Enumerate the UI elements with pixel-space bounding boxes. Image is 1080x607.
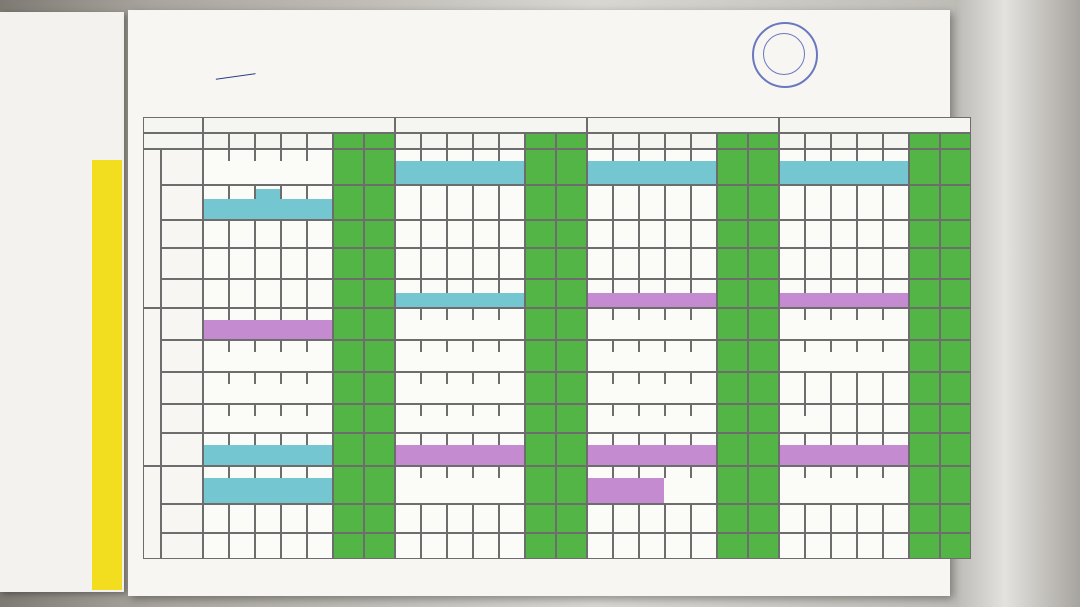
day-cell (805, 248, 831, 279)
day-cell (364, 340, 395, 372)
day-cell (717, 404, 748, 433)
day-cell (639, 220, 665, 248)
calendar-event (396, 293, 524, 307)
day-cell (525, 340, 556, 372)
calendar-event (396, 416, 524, 432)
day-cell (395, 248, 421, 279)
day-cell (639, 248, 665, 279)
day-cell (691, 248, 717, 279)
day-cell (333, 466, 364, 504)
day-cell (909, 404, 940, 433)
day-header (779, 133, 805, 149)
day-cell (307, 279, 333, 308)
day-cell (665, 220, 691, 248)
legend (165, 574, 174, 584)
day-cell (333, 404, 364, 433)
day-cell (499, 220, 525, 248)
day-cell (473, 248, 499, 279)
day-cell (421, 504, 447, 533)
day-cell (940, 220, 971, 248)
day-header (587, 133, 613, 149)
day-cell (909, 185, 940, 220)
day-header (499, 133, 525, 149)
day-cell (255, 279, 281, 308)
day-cell (307, 504, 333, 533)
day-cell (364, 220, 395, 248)
day-cell (779, 533, 805, 559)
day-cell (805, 220, 831, 248)
day-header (831, 133, 857, 149)
day-cell (748, 220, 779, 248)
day-header (883, 133, 909, 149)
day-cell (203, 533, 229, 559)
day-cell (281, 220, 307, 248)
day-cell (613, 504, 639, 533)
day-cell (203, 279, 229, 308)
day-cell (556, 248, 587, 279)
day-cell (333, 533, 364, 559)
day-cell (525, 433, 556, 466)
day-cell (333, 504, 364, 533)
day-cell (556, 433, 587, 466)
day-cell (883, 185, 909, 220)
day-cell (748, 340, 779, 372)
day-cell (499, 504, 525, 533)
day-cell (364, 185, 395, 220)
month-cell (161, 433, 203, 466)
day-cell (831, 533, 857, 559)
calendar-event (396, 478, 524, 503)
day-cell (587, 220, 613, 248)
calendar-event (588, 478, 664, 503)
day-cell (857, 185, 883, 220)
day-cell (333, 248, 364, 279)
day-cell (333, 279, 364, 308)
day-cell (940, 533, 971, 559)
day-cell (421, 248, 447, 279)
day-cell (447, 248, 473, 279)
day-cell (831, 404, 857, 433)
day-cell (499, 533, 525, 559)
day-cell (857, 372, 883, 404)
day-cell (556, 466, 587, 504)
day-cell (940, 404, 971, 433)
calendar-event (780, 161, 908, 184)
day-cell (909, 248, 940, 279)
day-cell (556, 533, 587, 559)
calendar-event (588, 320, 716, 339)
day-header (447, 133, 473, 149)
day-cell (364, 433, 395, 466)
day-cell (717, 533, 748, 559)
day-cell (395, 504, 421, 533)
day-header (203, 133, 229, 149)
day-cell (883, 533, 909, 559)
calendar-event (588, 445, 716, 465)
day-cell (831, 504, 857, 533)
day-cell (940, 372, 971, 404)
month-cell (161, 149, 203, 185)
calendar-event (588, 293, 716, 307)
day-cell (717, 372, 748, 404)
day-cell (255, 533, 281, 559)
day-cell (473, 504, 499, 533)
day-cell (229, 279, 255, 308)
month-cell (161, 308, 203, 340)
day-cell (857, 504, 883, 533)
day-cell (525, 149, 556, 185)
day-cell (940, 149, 971, 185)
day-cell (717, 466, 748, 504)
month-cell (161, 404, 203, 433)
day-cell (333, 185, 364, 220)
day-cell (748, 248, 779, 279)
day-cell (556, 372, 587, 404)
day-cell (525, 372, 556, 404)
day-header (940, 133, 971, 149)
day-header (691, 133, 717, 149)
day-header (665, 133, 691, 149)
day-header (229, 133, 255, 149)
calendar-event (780, 478, 908, 503)
day-cell (499, 185, 525, 220)
day-cell (639, 504, 665, 533)
day-cell (364, 466, 395, 504)
day-header (909, 133, 940, 149)
day-cell (556, 340, 587, 372)
summer-semester (143, 466, 161, 559)
day-cell (665, 248, 691, 279)
day-cell (779, 185, 805, 220)
day-cell (525, 404, 556, 433)
calendar-event (396, 161, 524, 184)
day-header (805, 133, 831, 149)
day-cell (421, 185, 447, 220)
left-calendar-sheet (0, 12, 124, 592)
month-label-cell (143, 133, 203, 149)
day-header (395, 133, 421, 149)
day-cell (307, 220, 333, 248)
day-cell (525, 185, 556, 220)
day-cell (281, 533, 307, 559)
week-label-cell (143, 117, 203, 133)
month-cell (161, 504, 203, 533)
day-cell (229, 533, 255, 559)
day-cell (717, 220, 748, 248)
day-cell (717, 433, 748, 466)
day-cell (940, 248, 971, 279)
day-cell (556, 504, 587, 533)
day-cell (613, 185, 639, 220)
day-header (333, 133, 364, 149)
day-cell (525, 308, 556, 340)
day-cell (525, 279, 556, 308)
calendar-event (780, 320, 908, 339)
calendar-event (204, 320, 332, 339)
calendar-event (588, 352, 716, 371)
day-cell (364, 279, 395, 308)
day-header (525, 133, 556, 149)
day-cell (748, 279, 779, 308)
day-cell (587, 248, 613, 279)
calendar-event (588, 161, 716, 184)
day-cell (909, 372, 940, 404)
spring-semester (143, 308, 161, 466)
day-cell (940, 340, 971, 372)
day-cell (364, 149, 395, 185)
day-cell (203, 504, 229, 533)
day-cell (909, 279, 940, 308)
day-cell (364, 404, 395, 433)
day-cell (447, 533, 473, 559)
calendar-event (256, 189, 280, 219)
calendar-event (396, 445, 524, 465)
month-cell (161, 220, 203, 248)
day-cell (831, 248, 857, 279)
day-cell (857, 220, 883, 248)
day-cell (421, 220, 447, 248)
day-cell (691, 533, 717, 559)
day-cell (587, 185, 613, 220)
day-cell (556, 220, 587, 248)
day-cell (909, 149, 940, 185)
day-cell (805, 504, 831, 533)
day-cell (665, 185, 691, 220)
day-cell (587, 504, 613, 533)
day-cell (333, 340, 364, 372)
day-cell (255, 248, 281, 279)
week-group-header (203, 117, 395, 133)
day-cell (556, 308, 587, 340)
day-cell (665, 533, 691, 559)
calendar-event (780, 445, 908, 465)
day-cell (940, 466, 971, 504)
day-cell (395, 220, 421, 248)
day-cell (525, 466, 556, 504)
day-cell (255, 504, 281, 533)
day-cell (857, 248, 883, 279)
day-cell (748, 466, 779, 504)
day-cell (447, 220, 473, 248)
day-cell (940, 185, 971, 220)
month-cell (161, 372, 203, 404)
day-cell (831, 372, 857, 404)
approval-right (798, 30, 948, 80)
day-cell (587, 533, 613, 559)
day-cell (748, 308, 779, 340)
day-cell (447, 504, 473, 533)
day-cell (229, 248, 255, 279)
day-cell (691, 504, 717, 533)
day-cell (525, 220, 556, 248)
day-cell (333, 149, 364, 185)
day-cell (613, 248, 639, 279)
day-cell (255, 220, 281, 248)
month-cell (161, 466, 203, 504)
month-cell (161, 340, 203, 372)
day-cell (364, 372, 395, 404)
day-cell (805, 185, 831, 220)
day-cell (717, 279, 748, 308)
day-cell (831, 220, 857, 248)
day-header (613, 133, 639, 149)
day-cell (665, 504, 691, 533)
calendar-event (780, 293, 908, 307)
day-cell (883, 504, 909, 533)
day-cell (203, 220, 229, 248)
day-header (717, 133, 748, 149)
left-yellow-column (92, 160, 122, 590)
day-cell (857, 404, 883, 433)
calendar-event (204, 161, 332, 184)
day-cell (229, 504, 255, 533)
day-cell (909, 433, 940, 466)
day-cell (281, 279, 307, 308)
day-cell (307, 533, 333, 559)
day-cell (883, 220, 909, 248)
day-header (556, 133, 587, 149)
calendar-event (204, 478, 332, 503)
week-group-header (779, 117, 971, 133)
day-cell (831, 185, 857, 220)
day-header (857, 133, 883, 149)
day-cell (805, 372, 831, 404)
day-cell (805, 533, 831, 559)
day-cell (333, 220, 364, 248)
day-cell (909, 220, 940, 248)
day-cell (717, 340, 748, 372)
day-header (307, 133, 333, 149)
day-cell (748, 433, 779, 466)
day-cell (203, 248, 229, 279)
day-cell (717, 308, 748, 340)
day-cell (717, 149, 748, 185)
calendar-event (204, 384, 332, 403)
month-cell (161, 533, 203, 559)
week-group-header (587, 117, 779, 133)
day-cell (364, 533, 395, 559)
day-cell (364, 248, 395, 279)
day-cell (639, 533, 665, 559)
day-cell (639, 185, 665, 220)
day-cell (333, 433, 364, 466)
day-cell (909, 466, 940, 504)
day-cell (473, 185, 499, 220)
month-cell (161, 185, 203, 220)
day-cell (499, 248, 525, 279)
calendar-event (396, 384, 524, 403)
day-cell (748, 404, 779, 433)
day-cell (281, 248, 307, 279)
day-header (421, 133, 447, 149)
calendar-grid (143, 117, 937, 567)
day-cell (556, 149, 587, 185)
day-cell (748, 533, 779, 559)
day-cell (940, 504, 971, 533)
day-cell (556, 279, 587, 308)
day-cell (473, 220, 499, 248)
day-cell (556, 404, 587, 433)
day-cell (333, 308, 364, 340)
calendar-event (204, 352, 332, 371)
day-cell (779, 372, 805, 404)
day-cell (447, 185, 473, 220)
day-cell (281, 504, 307, 533)
day-cell (525, 504, 556, 533)
day-cell (473, 533, 499, 559)
day-cell (525, 533, 556, 559)
calendar-event (780, 416, 830, 432)
day-cell (909, 340, 940, 372)
calendar-event (396, 320, 524, 339)
day-cell (229, 220, 255, 248)
day-cell (940, 279, 971, 308)
calendar-event (588, 416, 716, 432)
day-cell (613, 533, 639, 559)
fall-semester (143, 149, 161, 308)
day-cell (717, 185, 748, 220)
day-cell (883, 372, 909, 404)
day-header (364, 133, 395, 149)
day-cell (909, 504, 940, 533)
day-header (639, 133, 665, 149)
day-header (473, 133, 499, 149)
calendar-event (204, 445, 332, 465)
calendar-event (780, 352, 908, 371)
day-cell (748, 504, 779, 533)
day-cell (395, 533, 421, 559)
day-cell (883, 248, 909, 279)
day-cell (940, 433, 971, 466)
day-cell (364, 504, 395, 533)
week-group-header (395, 117, 587, 133)
day-cell (717, 248, 748, 279)
day-cell (779, 248, 805, 279)
calendar-event (396, 352, 524, 371)
day-cell (909, 533, 940, 559)
day-cell (779, 504, 805, 533)
day-header (255, 133, 281, 149)
calendar-event (588, 384, 716, 403)
month-cell (161, 279, 203, 308)
day-cell (717, 504, 748, 533)
day-cell (525, 248, 556, 279)
day-cell (307, 248, 333, 279)
calendar-event (204, 416, 332, 432)
day-cell (691, 185, 717, 220)
day-header (281, 133, 307, 149)
day-cell (909, 308, 940, 340)
day-header (748, 133, 779, 149)
board-frame (955, 0, 1080, 607)
day-cell (748, 372, 779, 404)
day-cell (748, 185, 779, 220)
day-cell (395, 185, 421, 220)
day-cell (421, 533, 447, 559)
month-cell (161, 248, 203, 279)
day-cell (940, 308, 971, 340)
day-cell (556, 185, 587, 220)
day-cell (748, 149, 779, 185)
day-cell (857, 533, 883, 559)
day-cell (333, 372, 364, 404)
day-cell (364, 308, 395, 340)
day-cell (779, 220, 805, 248)
day-cell (691, 220, 717, 248)
day-cell (883, 404, 909, 433)
day-cell (613, 220, 639, 248)
